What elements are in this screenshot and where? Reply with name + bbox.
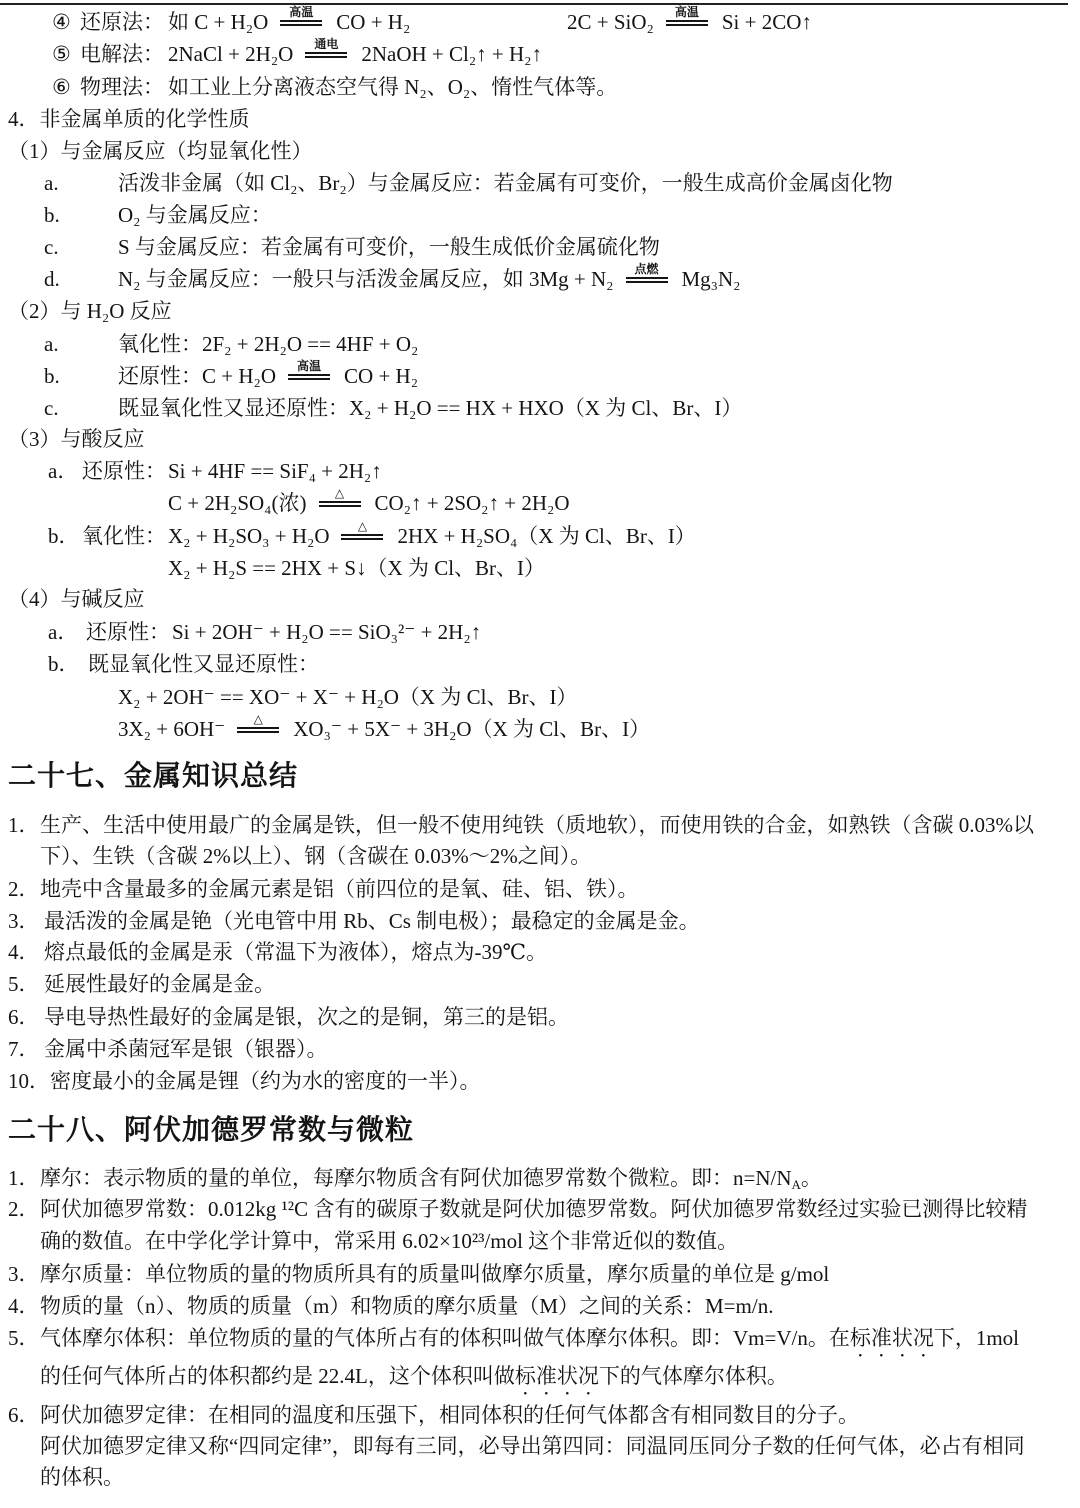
- item-number: 7．: [8, 1037, 40, 1061]
- item-letter: b.: [44, 203, 60, 227]
- equation-lhs: X₂ + H₂SO₃ + H₂O: [168, 524, 330, 548]
- double-line: [341, 534, 383, 540]
- list-item: [0, 392, 1080, 424]
- chapter-heading: [0, 756, 1080, 796]
- item-number: 3．: [8, 1262, 40, 1286]
- equation-rhs: CO + H₂: [344, 364, 419, 388]
- method-text: 如工业上分离液态空气得 N₂、O₂、惰性气体等。: [168, 75, 618, 99]
- list-item: [0, 167, 1080, 199]
- item-text: 确的数值。在中学化学计算中，常采用 6.02×10²³/mol 这个非常近似的数值。: [40, 1229, 739, 1253]
- item-number: 10．: [8, 1069, 50, 1093]
- reaction-condition: [341, 520, 383, 552]
- double-line: [319, 501, 361, 507]
- list-item: [0, 360, 1080, 392]
- item-text: 摩尔质量：单位物质的量的物质所具有的质量叫做摩尔质量，摩尔质量的单位是 g/mol: [40, 1262, 830, 1286]
- list-item: [0, 616, 1080, 648]
- item-letter: b．: [48, 524, 80, 548]
- equation-lhs: 2NaCl + 2H₂O: [168, 42, 294, 66]
- item-label: 还原性：: [82, 459, 166, 483]
- equation: [168, 487, 570, 519]
- item-text: [40, 1360, 788, 1400]
- subsection-heading: [0, 295, 1080, 327]
- subsection-title: （4）与碱反应: [8, 587, 145, 611]
- item-label: 还原性：: [86, 620, 170, 644]
- item-text: [40, 1322, 1019, 1362]
- chapter-heading: [0, 1110, 1080, 1150]
- equation-lhs: 3X₂ + 6OH⁻: [118, 717, 226, 741]
- item-number: 6．: [8, 1005, 40, 1029]
- reaction-condition: [288, 360, 330, 392]
- equation: X₂ + H₂S == 2HX + S↓（X 为 Cl、Br、I）: [168, 556, 546, 580]
- item-number: 5．: [8, 1326, 40, 1350]
- list-item: [0, 905, 1080, 937]
- condition-label: 通电: [314, 37, 339, 51]
- heat-icon: △: [334, 486, 345, 500]
- subsection-title: （1）与金属反应（均显氧化性）: [8, 139, 313, 163]
- item-letter: c.: [44, 235, 59, 259]
- equation: [168, 6, 410, 38]
- double-line: [280, 20, 322, 26]
- item-text: 延展性最好的金属是金。: [44, 972, 275, 996]
- item-text: 阿伏加德罗定律又称“四同定律”，即每有三同，必导出第四同：同温同压同分子数的任何气体，必占有相同: [40, 1434, 1025, 1458]
- item-text-tail: 。: [800, 1166, 822, 1190]
- list-item: [0, 1001, 1080, 1033]
- text-segment: 下的气体摩尔体积。: [598, 1364, 788, 1388]
- equation: [567, 6, 812, 38]
- method-label: 还原法：: [80, 10, 164, 34]
- equation-rhs: XO₃⁻ + 5X⁻ + 3H₂O（X 为 Cl、Br、I）: [293, 717, 651, 741]
- item-text: 的体积。: [40, 1465, 124, 1489]
- subsection-title: （2）与 H₂O 反应: [8, 299, 172, 323]
- method-marker: ⑥: [52, 75, 71, 99]
- list-item: [0, 936, 1080, 968]
- list-item-continuation: [0, 1225, 1080, 1257]
- subsection-heading: [0, 583, 1080, 615]
- double-line: [288, 374, 330, 380]
- subscript: A: [791, 1177, 801, 1192]
- equation-rhs: Si + 2CO↑: [721, 10, 812, 34]
- equation-rhs: 2HX + H₂SO₄（X 为 Cl、Br、I）: [397, 524, 696, 548]
- list-item: [0, 1322, 1080, 1354]
- equation-lhs: 2C + SiO₂: [567, 10, 654, 34]
- list-item: [0, 1399, 1080, 1431]
- equation-rhs: CO + H₂: [336, 10, 411, 34]
- equation: [118, 263, 740, 295]
- item-letter: c.: [44, 396, 59, 420]
- item-letter: b．: [48, 652, 80, 676]
- equation-rhs: CO₂↑ + 2SO₂↑ + 2H₂O: [374, 491, 570, 515]
- item-text: 金属中杀菌冠军是银（银器）。: [44, 1037, 328, 1061]
- reaction-condition: [666, 6, 708, 38]
- list-item: [0, 231, 1080, 263]
- list-item: [0, 1033, 1080, 1065]
- text-segment: 气体摩尔体积：单位物质的量的气体所占有的体积叫做气体摩尔体积。即：Vm=V/n。在: [40, 1326, 850, 1350]
- item-number: 4．: [8, 1294, 40, 1318]
- chapter-title: 二十八、阿伏加德罗常数与微粒: [8, 1113, 415, 1146]
- double-line: [305, 52, 347, 58]
- equation-rhs: 2NaOH + Cl₂↑ + H₂↑: [361, 42, 542, 66]
- section-heading: [0, 103, 1080, 135]
- item-letter: b.: [44, 364, 60, 388]
- subsection-heading: [0, 423, 1080, 455]
- item-number: 2．: [8, 877, 40, 901]
- method-label: 电解法：: [80, 42, 164, 66]
- list-item: [0, 199, 1080, 231]
- item-number: 2．: [8, 1197, 40, 1221]
- method-marker: ④: [52, 10, 71, 34]
- item-number: 5．: [8, 972, 40, 996]
- method-label: 物理法：: [80, 75, 164, 99]
- equation: [168, 38, 542, 70]
- condition-label: 高温: [674, 5, 699, 19]
- list-item: [0, 1290, 1080, 1322]
- emphasized-term: 标准状况: [849, 1326, 934, 1350]
- double-line: [237, 727, 279, 733]
- reaction-condition: [237, 713, 279, 745]
- equation: [168, 520, 696, 552]
- list-item: [0, 263, 1080, 295]
- equation-lhs: C + 2H₂SO₄(浓): [168, 491, 307, 515]
- equation: X₂ + 2OH⁻ == XO⁻ + X⁻ + H₂O（X 为 Cl、Br、I）: [118, 685, 578, 709]
- section-title: 4．非金属单质的化学性质: [8, 107, 250, 131]
- item-text-main: 摩尔：表示物质的量的单位，每摩尔物质含有阿伏加德罗常数个微粒。即：n=N/N: [40, 1166, 792, 1190]
- list-item: [0, 520, 1080, 552]
- item-text: 既显氧化性又显还原性：X₂ + H₂O == HX + HXO（X 为 Cl、Br、I）: [118, 396, 743, 420]
- item-number: 4．: [8, 940, 40, 964]
- text-segment: 的任何气体所占的体积都约是 22.4L，这个体积叫做: [40, 1364, 515, 1388]
- method-physical: [0, 71, 1080, 103]
- list-item: [0, 873, 1080, 905]
- reaction-condition: [305, 38, 347, 70]
- item-label: 既显氧化性又显还原性：: [88, 652, 319, 676]
- list-item: [0, 809, 1080, 841]
- list-item-continuation: [0, 1430, 1080, 1462]
- equation-line: [0, 681, 1080, 713]
- equation-rhs: Mg₃N₂: [681, 267, 741, 291]
- equation: Si + 4HF == SiF₄ + 2H₂↑: [168, 459, 382, 483]
- item-text: N₂ 与金属反应：一般只与活泼金属反应，如 3Mg + N₂: [118, 267, 614, 291]
- item-number: 3．: [8, 909, 40, 933]
- condition-label: 高温: [289, 5, 314, 19]
- list-item: [0, 1065, 1080, 1097]
- item-text: 密度最小的金属是锂（约为水的密度的一半）。: [50, 1069, 481, 1093]
- condition-label: 点燃: [634, 262, 659, 276]
- item-text: 地壳中含量最多的金属元素是铝（前四位的是氧、硅、铝、铁）。: [40, 877, 639, 901]
- list-item: [0, 1193, 1080, 1225]
- list-item-continuation: [0, 1360, 1080, 1392]
- item-text: 熔点最低的金属是汞（常温下为液体），熔点为-39℃。: [44, 940, 547, 964]
- item-text: [40, 1162, 822, 1194]
- equation: [118, 713, 650, 745]
- item-text: 活泼非金属（如 Cl₂、Br₂）与金属反应：若金属有可变价，一般生成高价金属卤化物: [118, 171, 893, 195]
- equation-line: [0, 487, 1080, 519]
- list-item: [0, 455, 1080, 487]
- item-number: 1．: [8, 813, 40, 837]
- item-text: 导电导热性最好的金属是银，次之的是铜，第三的是铝。: [44, 1005, 569, 1029]
- list-item-continuation: [0, 1461, 1080, 1493]
- list-item: [0, 648, 1080, 680]
- list-item: [0, 968, 1080, 1000]
- list-item-continuation: [0, 840, 1080, 872]
- item-letter: a．: [48, 459, 79, 483]
- method-electrolysis: [0, 38, 1080, 70]
- double-line: [666, 20, 708, 26]
- item-text: 阿伏加德罗定律：在相同的温度和压强下，相同体积的任何气体都含有相同数目的分子。: [40, 1403, 859, 1427]
- item-text: 下）、生铁（含碳 2%以上）、钢（含碳在 0.03%～2%之间）。: [40, 844, 592, 868]
- item-text: 生产、生活中使用最广的金属是铁，但一般不使用纯铁（质地软），而使用铁的合金，如熟铁（含碳 0.03%以: [40, 813, 1034, 837]
- item-text: 还原性：C + H₂O: [118, 364, 277, 388]
- item-text: 物质的量（n）、物质的质量（m）和物质的摩尔质量（M）之间的关系：M=m/n.: [40, 1294, 774, 1318]
- double-line: [626, 277, 668, 283]
- item-number: 1．: [8, 1166, 40, 1190]
- emphasized-term: 标准状况: [514, 1364, 599, 1388]
- list-item: [0, 1258, 1080, 1290]
- item-text: O₂ 与金属反应：: [118, 203, 272, 227]
- list-item: [0, 328, 1080, 360]
- item-label: 氧化性：: [82, 524, 166, 548]
- heat-icon: △: [253, 712, 263, 726]
- reaction-condition: [319, 487, 361, 519]
- equation-line: [0, 713, 1080, 745]
- reaction-condition: [280, 6, 322, 38]
- item-number: 6．: [8, 1403, 40, 1427]
- top-rule: [0, 3, 1068, 5]
- method-marker: ⑤: [52, 42, 71, 66]
- equation-lhs: 如 C + H₂O: [168, 10, 269, 34]
- item-letter: a.: [44, 332, 59, 356]
- item-text: 氧化性：2F₂ + 2H₂O == 4HF + O₂: [118, 332, 419, 356]
- item-text: 最活泼的金属是铯（光电管中用 Rb、Cs 制电极）；最稳定的金属是金。: [44, 909, 700, 933]
- condition-label: 高温: [297, 359, 322, 373]
- text-segment: 下，1mol: [933, 1326, 1020, 1350]
- item-letter: a．: [48, 620, 79, 644]
- method-reduction: [0, 6, 1080, 38]
- equation: [118, 360, 418, 392]
- item-text: 阿伏加德罗常数：0.012kg ¹²C 含有的碳原子数就是阿伏加德罗常数。阿伏加德罗常数经过实验已测得比较精: [40, 1197, 1028, 1221]
- item-letter: a.: [44, 171, 59, 195]
- subsection-title: （3）与酸反应: [8, 427, 145, 451]
- equation: Si + 2OH⁻ + H₂O == SiO₃²⁻ + 2H₂↑: [172, 620, 482, 644]
- heat-icon: △: [357, 519, 368, 533]
- equation-line: [0, 552, 1080, 584]
- list-item: [0, 1162, 1080, 1194]
- item-text: S 与金属反应：若金属有可变价，一般生成低价金属硫化物: [118, 235, 660, 259]
- reaction-condition: [626, 263, 668, 295]
- item-letter: d.: [44, 267, 60, 291]
- subsection-heading: [0, 135, 1080, 167]
- chapter-title: 二十七、金属知识总结: [8, 759, 299, 792]
